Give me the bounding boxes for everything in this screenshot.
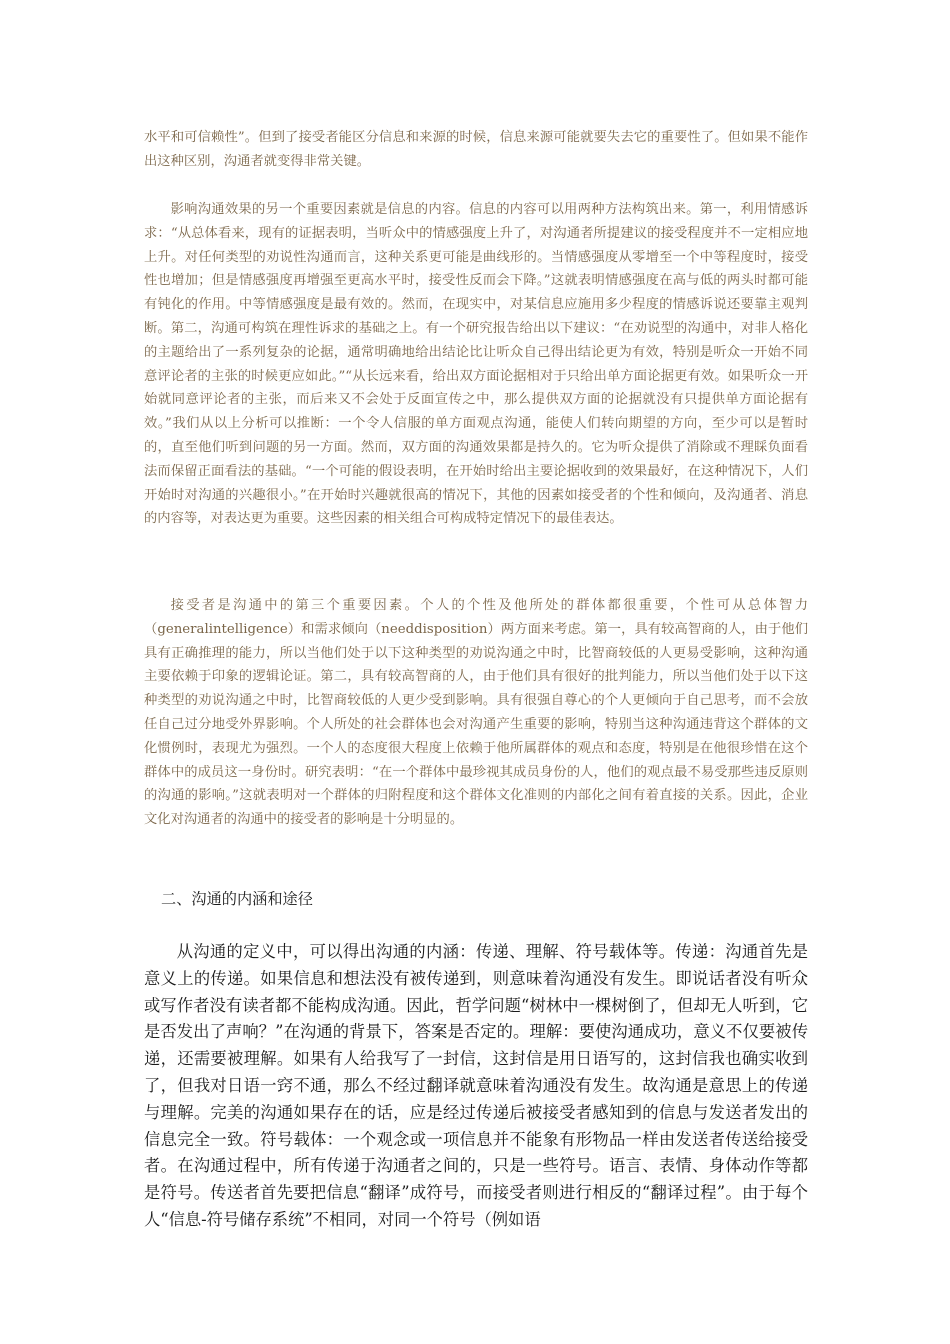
paragraph-receiver: 接受者是沟通中的第三个重要因素。个人的个性及他所处的群体都很重要，个性可从总体智力（generalintelligence）和需求倾向（needdisposition）两方面来考虑。第一，具有较高智商的人，由于他们具有正确推理的能力，所以当他们处于以下这种类型的劝说沟通之中时，比智商较低的人更易受影响，这种沟通主要依赖于印象的逻辑论证。第二，具有较高智商的人，由于他们具有很好的批判能力，所以当他们处于以下这种类型的劝说沟通之中时，比智商较低的人更少受到影响。具有很强自尊心的个人更倾向于自己思考，而不会放任自己过分地受外界影响。个人所处的社会群体也会对沟通产生重要的影响，特别当这种沟通违背这个群体的文化惯例时，表现尤为强烈。一个人的态度很大程度上依赖于他所属群体的观点和态度，特别是在他很珍惜在这个群体中的成员这一身份时。研究表明：“在一个群体中最珍视其成员身份的人，他们的观点最不易受那些违反原则的沟通的影响。”这就表明对一个群体的归附程度和这个群体文化准则的内部化之间有着直接的关系。因此，企业文化对沟通者的沟通中的接受者的影响是十分明显的。 — [144, 598, 808, 828]
section-heading: 二、沟通的内涵和途径 — [161, 890, 313, 908]
paragraph-source-credibility: 水平和可信赖性”。但到了接受者能区分信息和来源的时候，信息来源可能就要失去它的重要性了。但如果不能作出这种区别，沟通者就变得非常关键。 — [144, 130, 808, 169]
paragraph-message-content: 影响沟通效果的另一个重要因素就是信息的内容。信息的内容可以用两种方法构筑出来。第一，利用情感诉求：“从总体看来，现有的证据表明，当听众中的情感强度上升了，对沟通者所提建议的接受程度并不一定相应地上升。对任何类型的劝说性沟通而言，这种关系更可能是曲线形的。当情感强度从零增至一个中等程度时，接受性也增加；但是情感强度再增强至更高水平时，接受性反而会下降。”这就表明情感强度在高与低的两头时都可能有钝化的作用。中等情感强度是最有效的。然而，在现实中，对某信息应施用多少程度的情感诉说还要靠主观判断。第二，沟通可构筑在理性诉求的基础之上。有一个研究报告给出以下建议：“在劝说型的沟通中，对非人格化的主题给出了一系列复杂的论据，通常明确地给出结论比让听众自己得出结论更为有效，特别是听众一开始不同意评论者的主张的时候更应如此。”“从长远来看，给出双方面论据相对于只给出单方面论据更有效。如果听众一开始就同意评论者的主张，而后来又不会处于反面宣传之中，那么提供双方面的论据就没有只提供单方面论据有效。”我们从以上分析可以推断：一个令人信服的单方面观点沟通，能使人们转向期望的方向，至少可以是暂时的，直至他们听到问题的另一方面。然而，双方面的沟通效果都是持久的。它为听众提供了消除或不理睬负面看法而保留正面看法的基础。“一个可能的假设表明，在开始时给出主要论据收到的效果最好，在这种情况下，人们开始时对沟通的兴趣很小。”在开始时兴趣就很高的情况下，其他的因素如接受者的个性和倾向，及沟通者、消息的内容等，对表达更为重要。这些因素的相关组合可构成特定情况下的最佳表达。 — [144, 202, 808, 527]
paragraph-communication-meaning: 从沟通的定义中，可以得出沟通的内涵：传递、理解、符号载体等。传递：沟通首先是意义上的传递。如果信息和想法没有被传递到，则意味着沟通没有发生。即说话者没有听众或写作者没有读者都不能构成沟通。因此，哲学问题“树林中一棵树倒了，但却无人听到，它是否发出了声响？”在沟通的背景下，答案是否定的。理解：要使沟通成功，意义不仅要被传递，还需要被理解。如果有人给我写了一封信，这封信是用日语写的，这封信我也确实收到了，但我对日语一窍不通，那么不经过翻译就意味着沟通没有发生。故沟通是意思上的传递与理解。完美的沟通如果存在的话，应是经过传递后被接受者感知到的信息与发送者发出的信息完全一致。符号载体：一个观念或一项信息并不能象有形物品一样由发送者传送给接受者。在沟通过程中，所有传递于沟通者之间的，只是一些符号。语言、表情、身体动作等都是符号。传送者首先要把信息“翻译”成符号，而接受者则进行相反的“翻译过程”。由于每个人“信息-符号储存系统”不相同，对同一个符号（例如语 — [144, 942, 808, 1229]
